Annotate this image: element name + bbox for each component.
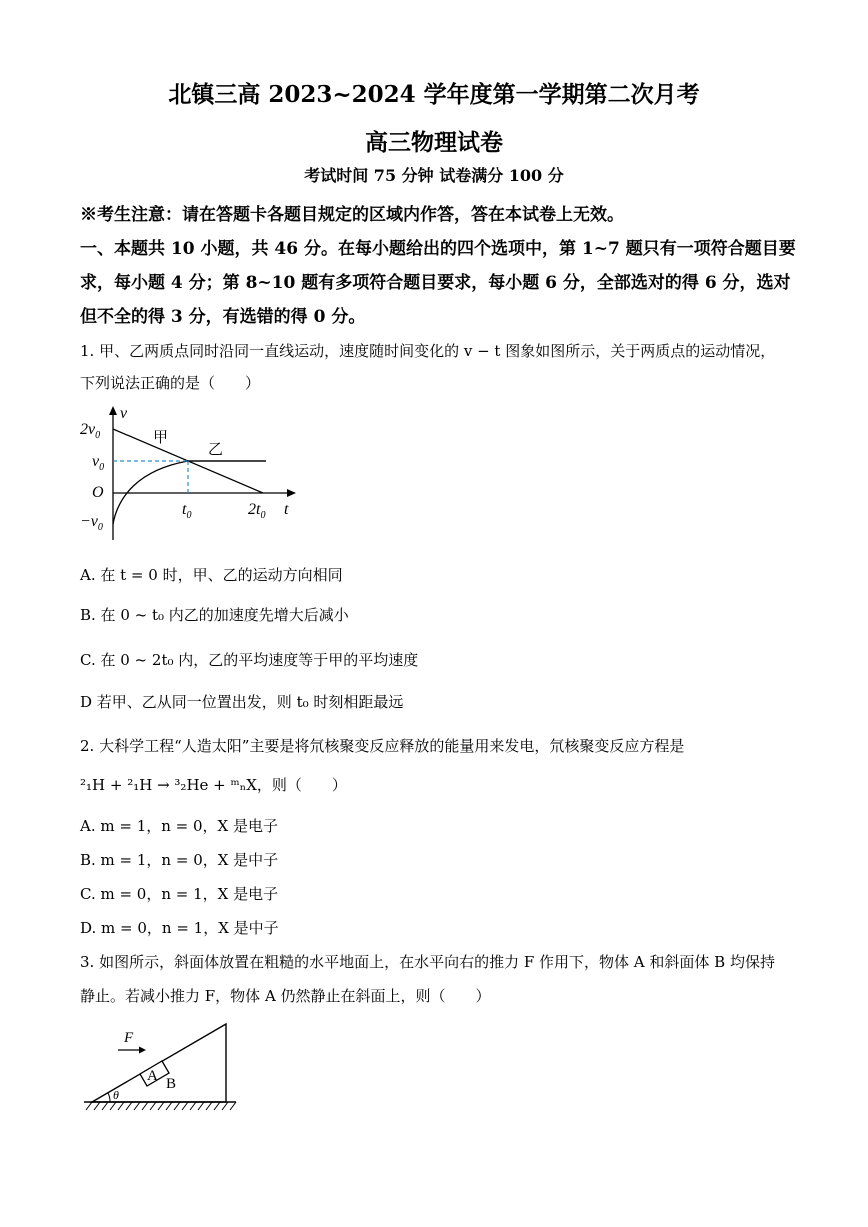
q1-option-d: D 若甲、乙从同一位置出发，则 t₀ 时刻相距最远 [80,693,404,711]
label-yi: 乙 [208,442,224,458]
v-axis-label: v [120,405,128,422]
angle-label: θ [113,1088,119,1102]
section-instructions-line2: 求，每小题 4 分；第 8~10 题有多项符合题目要求，每小题 6 分，全部选对的得 6 分，选对 [80,273,791,293]
q3-stem-line2: 静止。若减小推力 F，物体 A 仍然静止在斜面上，则（ ） [80,987,491,1005]
q2-option-b: B. m = 1，n = 0，X 是中子 [80,851,279,869]
q2-option-a: A. m = 1，n = 0，X 是电子 [80,817,278,835]
v-axis-arrow [109,406,117,415]
q1-option-b: B. 在 0 ~ t₀ 内乙的加速度先增大后减小 [80,606,349,624]
section-instructions-line1: 一、本题共 10 小题，共 46 分。在每小题给出的四个选项中，第 1~7 题只有一项符合题目要 [80,239,796,259]
origin-label: O [92,484,104,501]
exam-subtitle: 高三物理试卷 [365,129,503,156]
vt-graph [78,402,308,550]
label-neg-v0: $-v_0$ [80,513,103,533]
q3-stem-line1: 3. 如图所示，斜面体放置在粗糙的水平地面上，在水平向右的推力 F 作用下，物体 A 和斜面体 B 均保持 [80,953,775,971]
q1-stem-line2: 下列说法正确的是（ ） [80,374,261,392]
incline-b-label: B [166,1076,177,1092]
block-a-label: A [147,1068,158,1084]
label-2v0: $2v_0$ [80,421,101,441]
label-t0: $t_0$ [182,501,192,521]
t-axis-label: t [284,501,289,518]
angle-arc [108,1093,110,1102]
exam-title: 北镇三高 2023~2024 学年度第一学期第二次月考 [168,81,700,108]
force-arrow-head [139,1047,146,1054]
label-2t0: $2t_0$ [248,501,266,521]
incline-figure [80,1018,240,1114]
q1-option-a: A. 在 t = 0 时，甲、乙的运动方向相同 [80,566,343,584]
label-jia: 甲 [153,430,169,446]
q2-equation: ²₁H + ²₁H → ³₂He + ᵐₙX，则（ ） [80,776,347,794]
label-v0: $v_0$ [92,453,105,473]
force-label: F [124,1030,134,1046]
exam-info: 考试时间 75 分钟 试卷满分 100 分 [304,166,564,185]
q2-stem-line1: 2. 大科学工程“人造太阳”主要是将氘核聚变反应释放的能量用来发电，氘核聚变反应方程是 [80,737,685,755]
t-axis-arrow [287,489,296,497]
notice: ※考生注意：请在答题卡各题目规定的区域内作答，答在本试卷上无效。 [80,205,624,225]
ground-hatching [86,1102,236,1110]
q1-stem-line1: 1. 甲、乙两质点同时沿同一直线运动，速度随时间变化的 v − t 图象如图所示，关于两质点的运动情况， [80,342,776,360]
q1-option-c: C. 在 0 ~ 2t₀ 内，乙的平均速度等于甲的平均速度 [80,651,419,669]
section-instructions-line3: 但不全的得 3 分，有选错的得 0 分。 [80,307,366,327]
q2-option-c: C. m = 0，n = 1，X 是电子 [80,885,279,903]
q2-option-d: D. m = 0，n = 1，X 是中子 [80,919,279,937]
